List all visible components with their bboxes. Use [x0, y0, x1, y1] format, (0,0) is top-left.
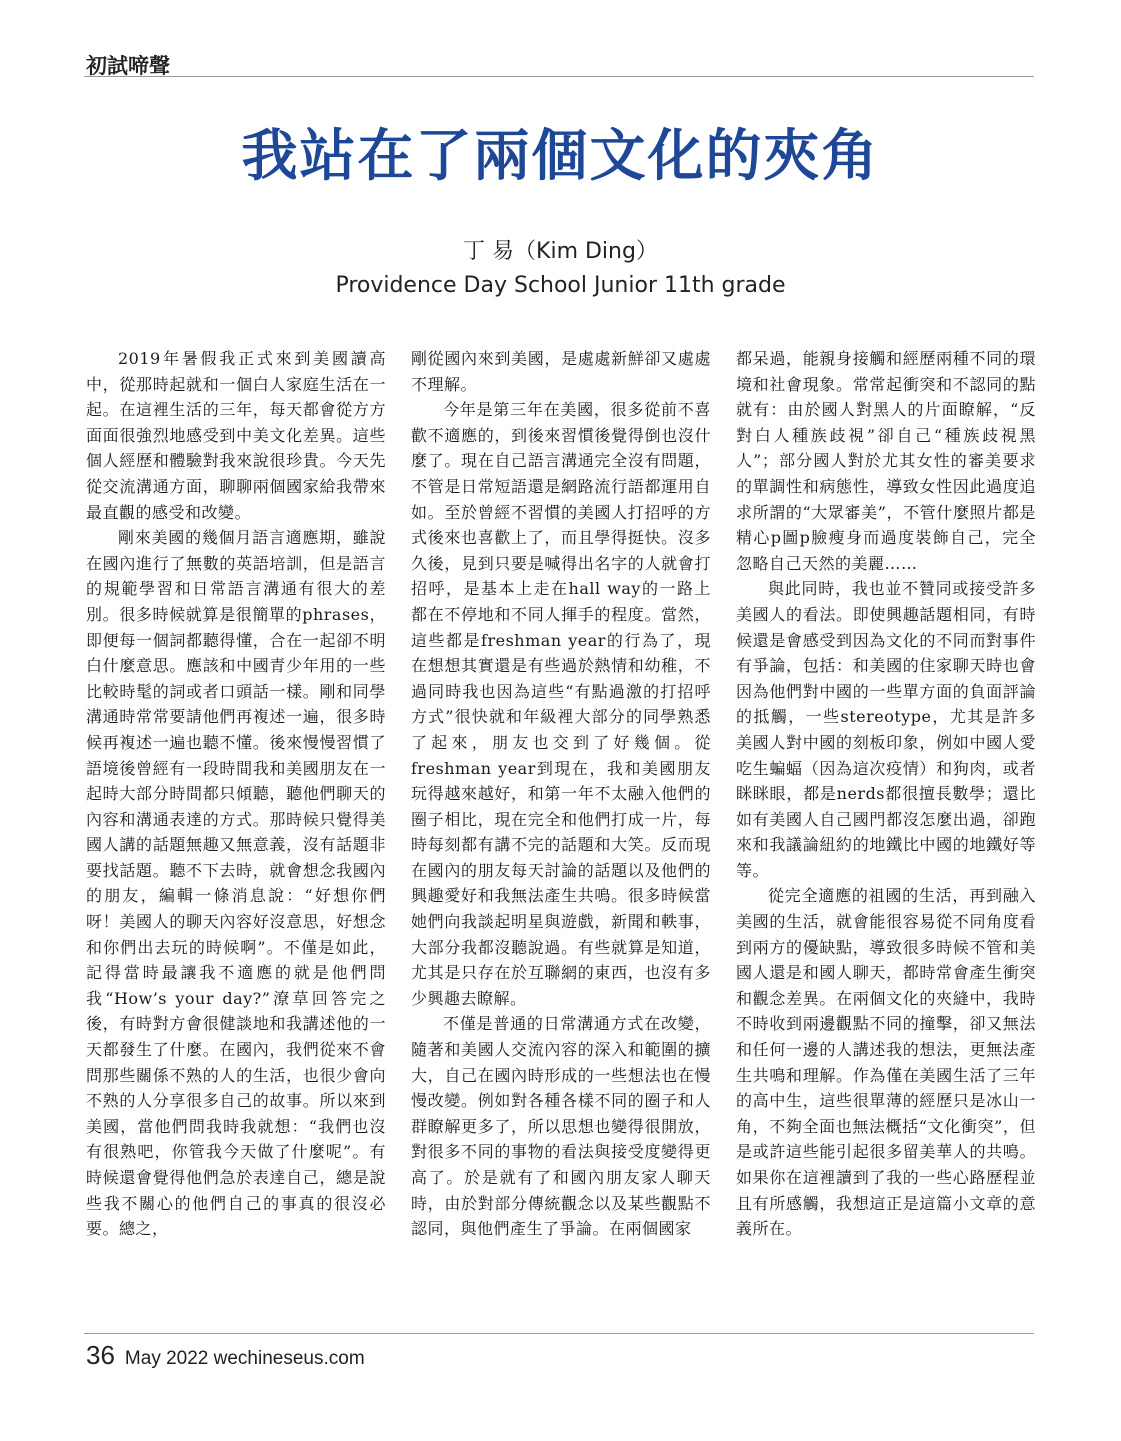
page-number: 36 [86, 1340, 115, 1370]
author-name: 丁 易（Kim Ding） [463, 239, 658, 264]
paragraph: 與此同時，我也並不贊同或接受許多美國人的看法。即使興趣話題相同，有時候還是會感受到因為文化的不同而對事件有爭論，包括：和美國的住家聊天時也會因為他們對中國的一些單方面的負面評論的抵觸，一些stereotype，尤其是許多美國人對中國的刻板印象，例如中國人愛吃生蝙蝠（因為這次疫情）和狗肉，或者眯眯眼，都是nerds都很擅長數學；還比如有美國人自己國門都沒怎麼出過，卻跑來和我議論紐約的地鐵比中國的地鐵好等等。 [736, 579, 1036, 880]
author-school: Providence Day School Junior 11th grade [335, 273, 786, 298]
byline [0, 235, 1121, 303]
paragraph: 不僅是普通的日常溝通方式在改變，隨著和美國人交流內容的深入和範圍的擴大，自己在國內時形成的一些想法也在慢慢改變。例如對各種各樣不同的圈子和人群瞭解更多了，所以思想也變得很開放，對很多不同的事物的看法與接受度變得更高了。於是就有了和國內朋友家人聊天時，由於對部分傳統觀念以及某些觀點不認同，與他們產生了爭論。在兩個國家 [411, 1014, 711, 1239]
issue-and-site: May 2022 wechineseus.com [124, 1348, 365, 1369]
column-1 [86, 346, 386, 1306]
column-2 [411, 346, 711, 1306]
bottom-divider [84, 1333, 1034, 1334]
paragraph: 都呆過，能親身接觸和經歷兩種不同的環境和社會現象。常常起衝突和不認同的點就有：由於國人對黑人的片面瞭解，“反對白人種族歧視”卻自己“種族歧視黑人”；部分國人對於尤其女性的審美要求的單調性和病態性，導致女性因此過度追求所謂的“大眾審美”，不管什麼照片都是精心p圖p臉瘦身而過度裝飾自己，完全忽略自己天然的美麗…… [736, 349, 1036, 573]
article-body [86, 346, 1036, 1306]
top-divider [84, 76, 1034, 77]
article-title: 我站在了兩個文化的夾角 [241, 124, 880, 189]
page-footer [86, 1340, 365, 1371]
section-tag: 初試啼聲 [86, 53, 170, 78]
column-3 [736, 346, 1036, 1306]
paragraph: 從完全適應的祖國的生活，再到融入美國的生活，就會能很容易從不同角度看到兩方的優缺點，導致很多時候不管和美國人還是和國人聊天，都時常會產生衝突和觀念差異。在兩個文化的夾縫中，我時不時收到兩邊觀點不同的撞擊，卻又無法和任何一邊的人講述我的想法，更無法產生共鳴和理解。作為僅在美國生活了三年的高中生，這些很單薄的經歷只是冰山一角，不夠全面也無法概括“文化衝突”，但是或許這些能引起很多留美華人的共鳴。如果你在這裡讀到了我的一些心路歷程並且有所感觸，我想這正是這篇小文章的意義所在。 [736, 886, 1036, 1239]
paragraph: 剛從國內來到美國，是處處新鮮卻又處處不理解。 [411, 349, 711, 394]
paragraph: 今年是第三年在美國，很多從前不喜歡不適應的，到後來習慣後覺得倒也沒什麼了。現在自己語言溝通完全沒有問題，不管是日常短語還是網路流行語都運用自如。至於曾經不習慣的美國人打招呼的方式後來也喜歡上了，而且學得挺快。沒多久後，見到只要是喊得出名字的人就會打招呼，是基本上走在hall way的一路上都在不停地和不同人揮手的程度。當然，這些都是freshman year的行為了，現在想想其實還是有些過於熱情和幼稚，不過同時我也因為這些“有點過激的打招呼方式”很快就和年級裡大部分的同學熟悉了起來，朋友也交到了好幾個。從freshman year到現在，我和美國朋友玩得越來越好，和第一年不太融入他們的圈子相比，現在完全和他們打成一片，每時每刻都有講不完的話題和大笑。反而現在國內的朋友每天討論的話題以及他們的興趣愛好和我無法產生共鳴。很多時候當她們向我談起明星與遊戲，新聞和軼事，大部分我都沒聽說過。有些就算是知道，尤其是只存在於互聯網的東西，也沒有多少興趣去瞭解。 [411, 400, 711, 1008]
paragraph: 剛來美國的幾個月語言適應期，雖說在國內進行了無數的英語培訓，但是語言的規範學習和日常語言溝通有很大的差別。很多時候就算是很簡單的phrases，即便每一個詞都聽得懂，合在一起卻不明白什麼意思。應該和中國青少年用的一些比較時髦的詞或者口頭話一樣。剛和同學溝通時常常要請他們再複述一遍，很多時候再複述一遍也聽不懂。後來慢慢習慣了語境後曾經有一段時間我和美國朋友在一起時大部分時間都只傾聽，聽他們聊天的內容和溝通表達的方式。那時候只覺得美國人講的話題無趣又無意義，沒有話題非要找話題。聽不下去時，就會想念我國內的朋友，編輯一條消息說：“好想你們呀！美國人的聊天內容好沒意思，好想念和你們出去玩的時候啊”。不僅是如此，記得當時最讓我不適應的就是他們問我“How’s your day?”潦草回答完之後，有時對方會很健談地和我講述他的一天都發生了什麼。在國內，我們從來不會問那些關係不熟的人的生活，也很少會向不熟的人分享很多自己的故事。所以來到美國，當他們問我時我就想：“我們也沒有很熟吧，你管我今天做了什麼呢”。有時候還會覺得他們急於表達自己，總是說些我不關心的他們自己的事真的很沒必要。總之， [86, 528, 386, 1239]
paragraph: 2019年暑假我正式來到美國讀高中，從那時起就和一個白人家庭生活在一起。在這裡生活的三年，每天都會從方方面面很強烈地感受到中美文化差異。這些個人經歷和體驗對我來說很珍貴。今天先從交流溝通方面，聊聊兩個國家給我帶來最直觀的感受和改變。 [86, 349, 386, 522]
